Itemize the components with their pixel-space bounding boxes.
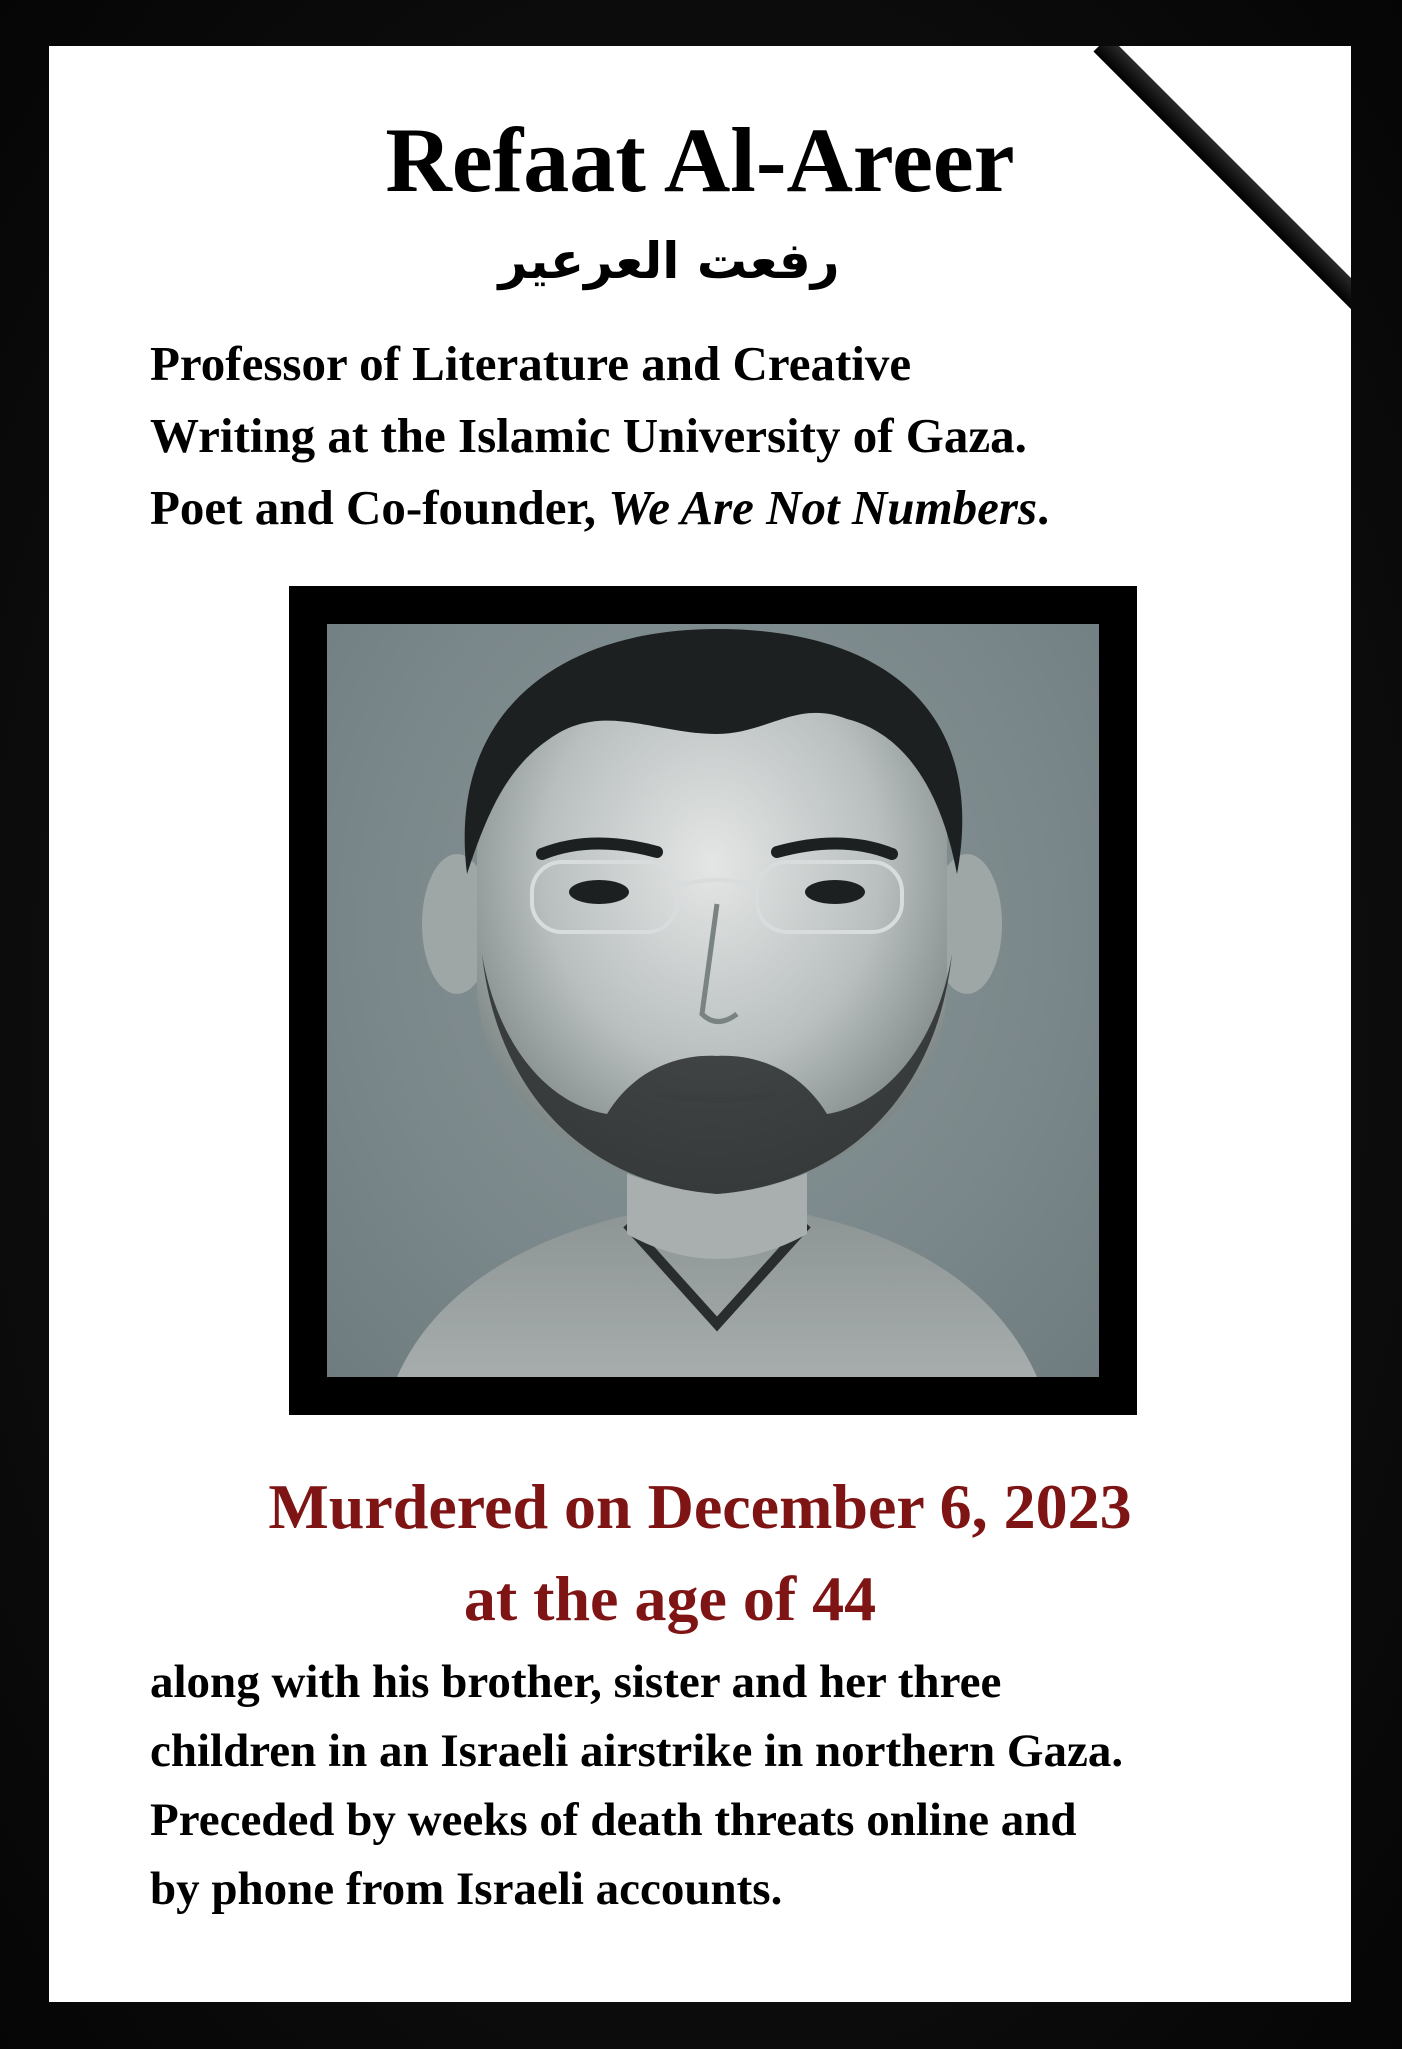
memorial-card (49, 46, 1351, 2002)
portrait-illustration (327, 624, 1099, 1377)
death-headline (49, 1461, 1351, 1645)
bio-line (150, 472, 1330, 544)
headline-date: Murdered on December 6, 2023 (268, 1471, 1132, 1542)
organization-name: We Are Not Numbers (608, 480, 1038, 535)
bio-line3-prefix: Poet and Co-founder, (150, 480, 609, 535)
person-name-arabic: رفعت العرعير (498, 232, 840, 290)
biography (150, 328, 1330, 544)
desc-line: children in an Israeli airstrike in northern Gaza. (150, 1725, 1124, 1777)
desc-line: by phone from Israeli accounts. (150, 1863, 783, 1915)
bio-line: Writing at the Islamic University of Gaza. (150, 408, 1027, 463)
desc-line: along with his brother, sister and her three (150, 1656, 1002, 1708)
bio-line3-suffix: . (1037, 480, 1050, 535)
description (150, 1648, 1330, 1924)
headline-age: at the age of 44 (463, 1563, 877, 1634)
portrait-frame (289, 586, 1137, 1415)
bio-line: Professor of Literature and Creative (150, 336, 912, 391)
portrait-photo (327, 624, 1099, 1377)
person-name: Refaat Al-Areer (385, 109, 1015, 211)
desc-line: Preceded by weeks of death threats online and (150, 1794, 1077, 1846)
